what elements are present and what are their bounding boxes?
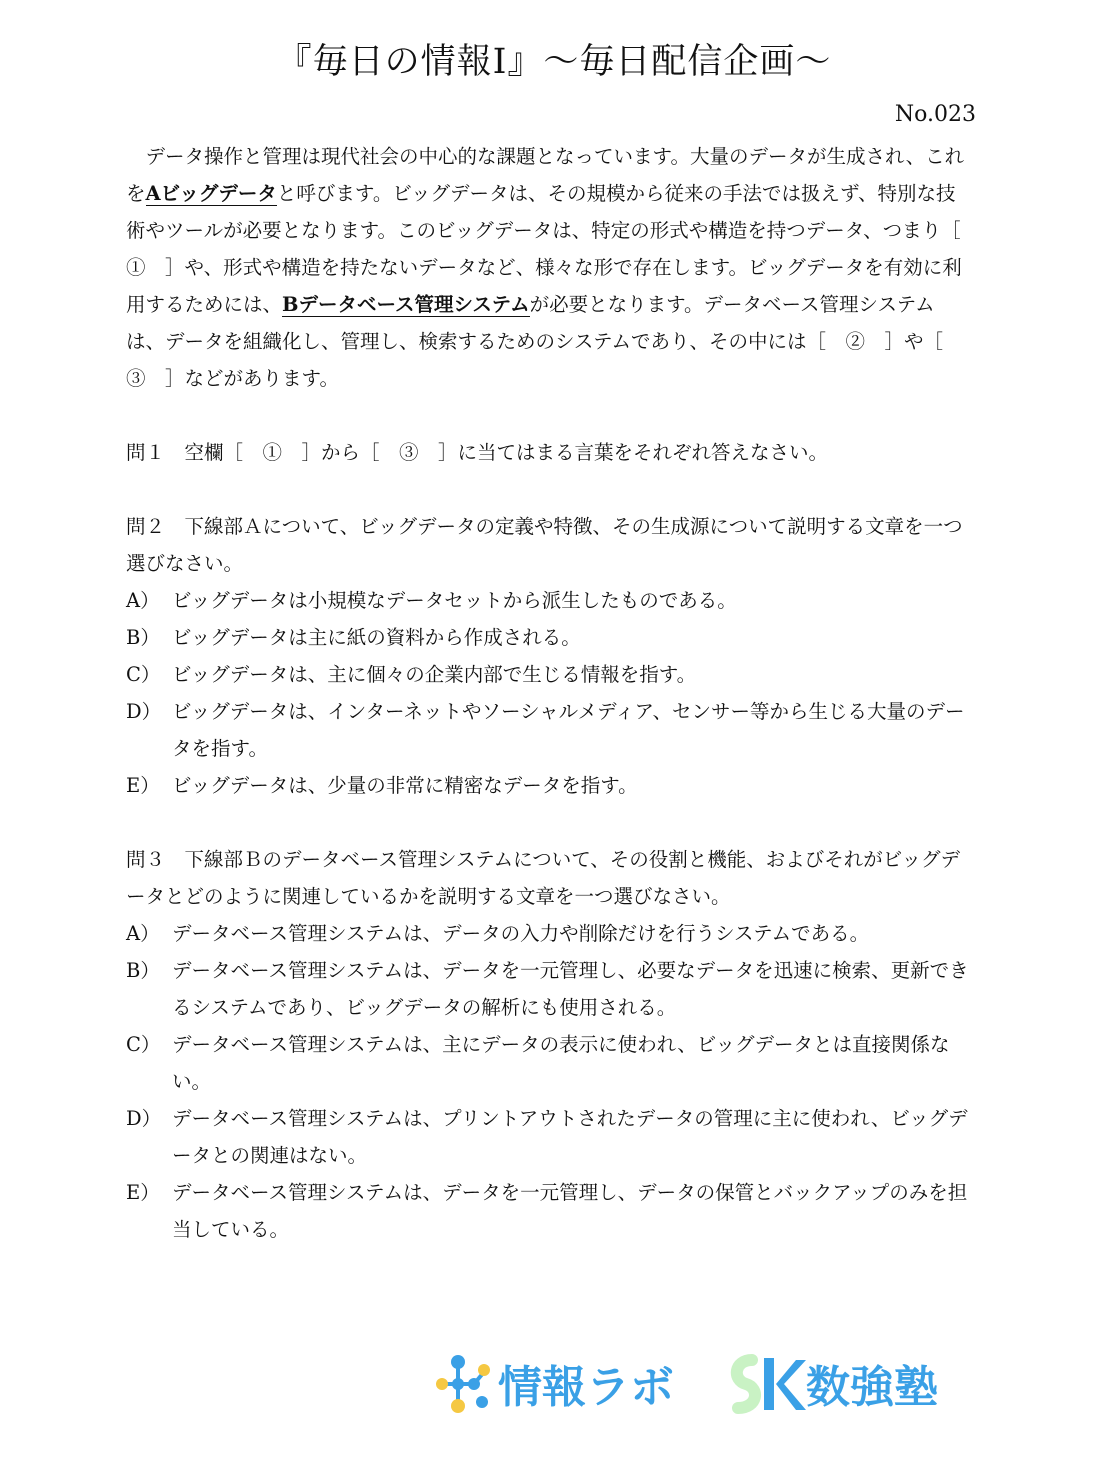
question-3-option-b [126, 952, 972, 1026]
passage-text-3: が必要となります。データベース管理システムは、データを組織化し、管理し、検索するためのシステムであり、その中には［ ② ］や［ ③ ］などがあります。 [126, 293, 963, 390]
question-2-label: 問２ [126, 515, 166, 538]
underline-a: Aビッグデータ [145, 182, 277, 205]
molecule-icon [436, 1355, 490, 1413]
question-3-option-d [126, 1100, 972, 1174]
option-text: データベース管理システムは、主にデータの表示に使われ、ビッグデータとは直接関係ない。 [172, 1033, 950, 1093]
footer-logos [434, 1350, 974, 1420]
question-1 [126, 434, 972, 471]
option-text: データベース管理システムは、プリントアウトされたデータの管理に主に使われ、ビッグデータとの関連はない。 [172, 1107, 968, 1167]
document-body [126, 138, 981, 1248]
question-1-prompt [126, 434, 972, 471]
question-2-option-c [126, 656, 972, 693]
question-2-option-e [126, 767, 972, 804]
question-3-option-a [126, 915, 972, 952]
option-label: A） [126, 922, 160, 945]
question-3 [126, 841, 972, 1248]
suukyoujuku-logo-text: 数強塾 [806, 1362, 938, 1413]
underline-b: Bデータベース管理システム [282, 293, 530, 316]
question-2-option-b [126, 619, 972, 656]
option-label: D） [126, 1107, 162, 1130]
option-text: ビッグデータは、少量の非常に精密なデータを指す。 [172, 774, 638, 797]
option-label: C） [126, 663, 161, 686]
option-label: E） [126, 1181, 160, 1204]
question-2 [126, 508, 972, 804]
question-1-label: 問１ [126, 441, 166, 464]
option-label: D） [126, 700, 162, 723]
option-label: E） [126, 774, 160, 797]
option-label: B） [126, 959, 160, 982]
option-label: B） [126, 626, 160, 649]
option-text: ビッグデータは小規模なデータセットから派生したものである。 [172, 589, 737, 612]
option-text: データベース管理システムは、データを一元管理し、データの保管とバックアップのみを担当している。 [172, 1181, 968, 1241]
question-3-option-e [126, 1174, 972, 1248]
sk-mark-icon [737, 1358, 806, 1410]
joho-lab-logo-text: 情報ラボ [498, 1362, 674, 1413]
question-3-text: 下線部Ｂのデータベース管理システムについて、その役割と機能、およびそれがビッグデータとどのように関連しているかを説明する文章を一つ選びなさい。 [126, 848, 961, 908]
option-text: ビッグデータは主に紙の資料から作成される。 [172, 626, 581, 649]
page-title: 『毎日の情報Ⅰ』〜毎日配信企画〜 [276, 42, 832, 82]
question-2-prompt [126, 508, 972, 582]
question-2-option-d [126, 693, 972, 767]
option-text: データベース管理システムは、データの入力や削除だけを行うシステムである。 [172, 922, 870, 945]
option-text: データベース管理システムは、データを一元管理し、必要なデータを迅速に検索、更新できるシステムであり、ビッグデータの解析にも使用される。 [172, 959, 969, 1019]
option-text: ビッグデータは、インターネットやソーシャルメディア、センサー等から生じる大量のデータを指す。 [172, 700, 965, 760]
question-2-option-a [126, 582, 972, 619]
question-3-label: 問３ [126, 848, 166, 871]
question-3-prompt [126, 841, 972, 915]
passage [126, 138, 981, 397]
question-2-text: 下線部Ａについて、ビッグデータの定義や特徴、その生成源について説明する文章を一つ選びなさい。 [126, 515, 963, 575]
question-1-text: 空欄［ ① ］から［ ③ ］に当てはまる言葉をそれぞれ答えなさい。 [184, 441, 829, 464]
issue-number: No.023 [894, 102, 976, 127]
option-text: ビッグデータは、主に個々の企業内部で生じる情報を指す。 [172, 663, 697, 686]
passage-text-2: と呼びます。ビッグデータは、その規模から従来の手法では扱えず、特別な技術やツールが必要となります。このビッグデータは、特定の形式や構造を持つデータ、つまり［ ① ］や、形式や構造を持たないデータなど、様々な形で存在します。ビッグデータを有効に利用するためには、 [126, 182, 981, 316]
option-label: C） [126, 1033, 161, 1056]
logos-svg [434, 1350, 974, 1420]
passage-text-1: データ操作と管理は現代社会の中心的な課題となっています。大量のデータが生成され、これを [126, 145, 965, 205]
question-3-option-c [126, 1026, 972, 1100]
option-label: A） [126, 589, 160, 612]
